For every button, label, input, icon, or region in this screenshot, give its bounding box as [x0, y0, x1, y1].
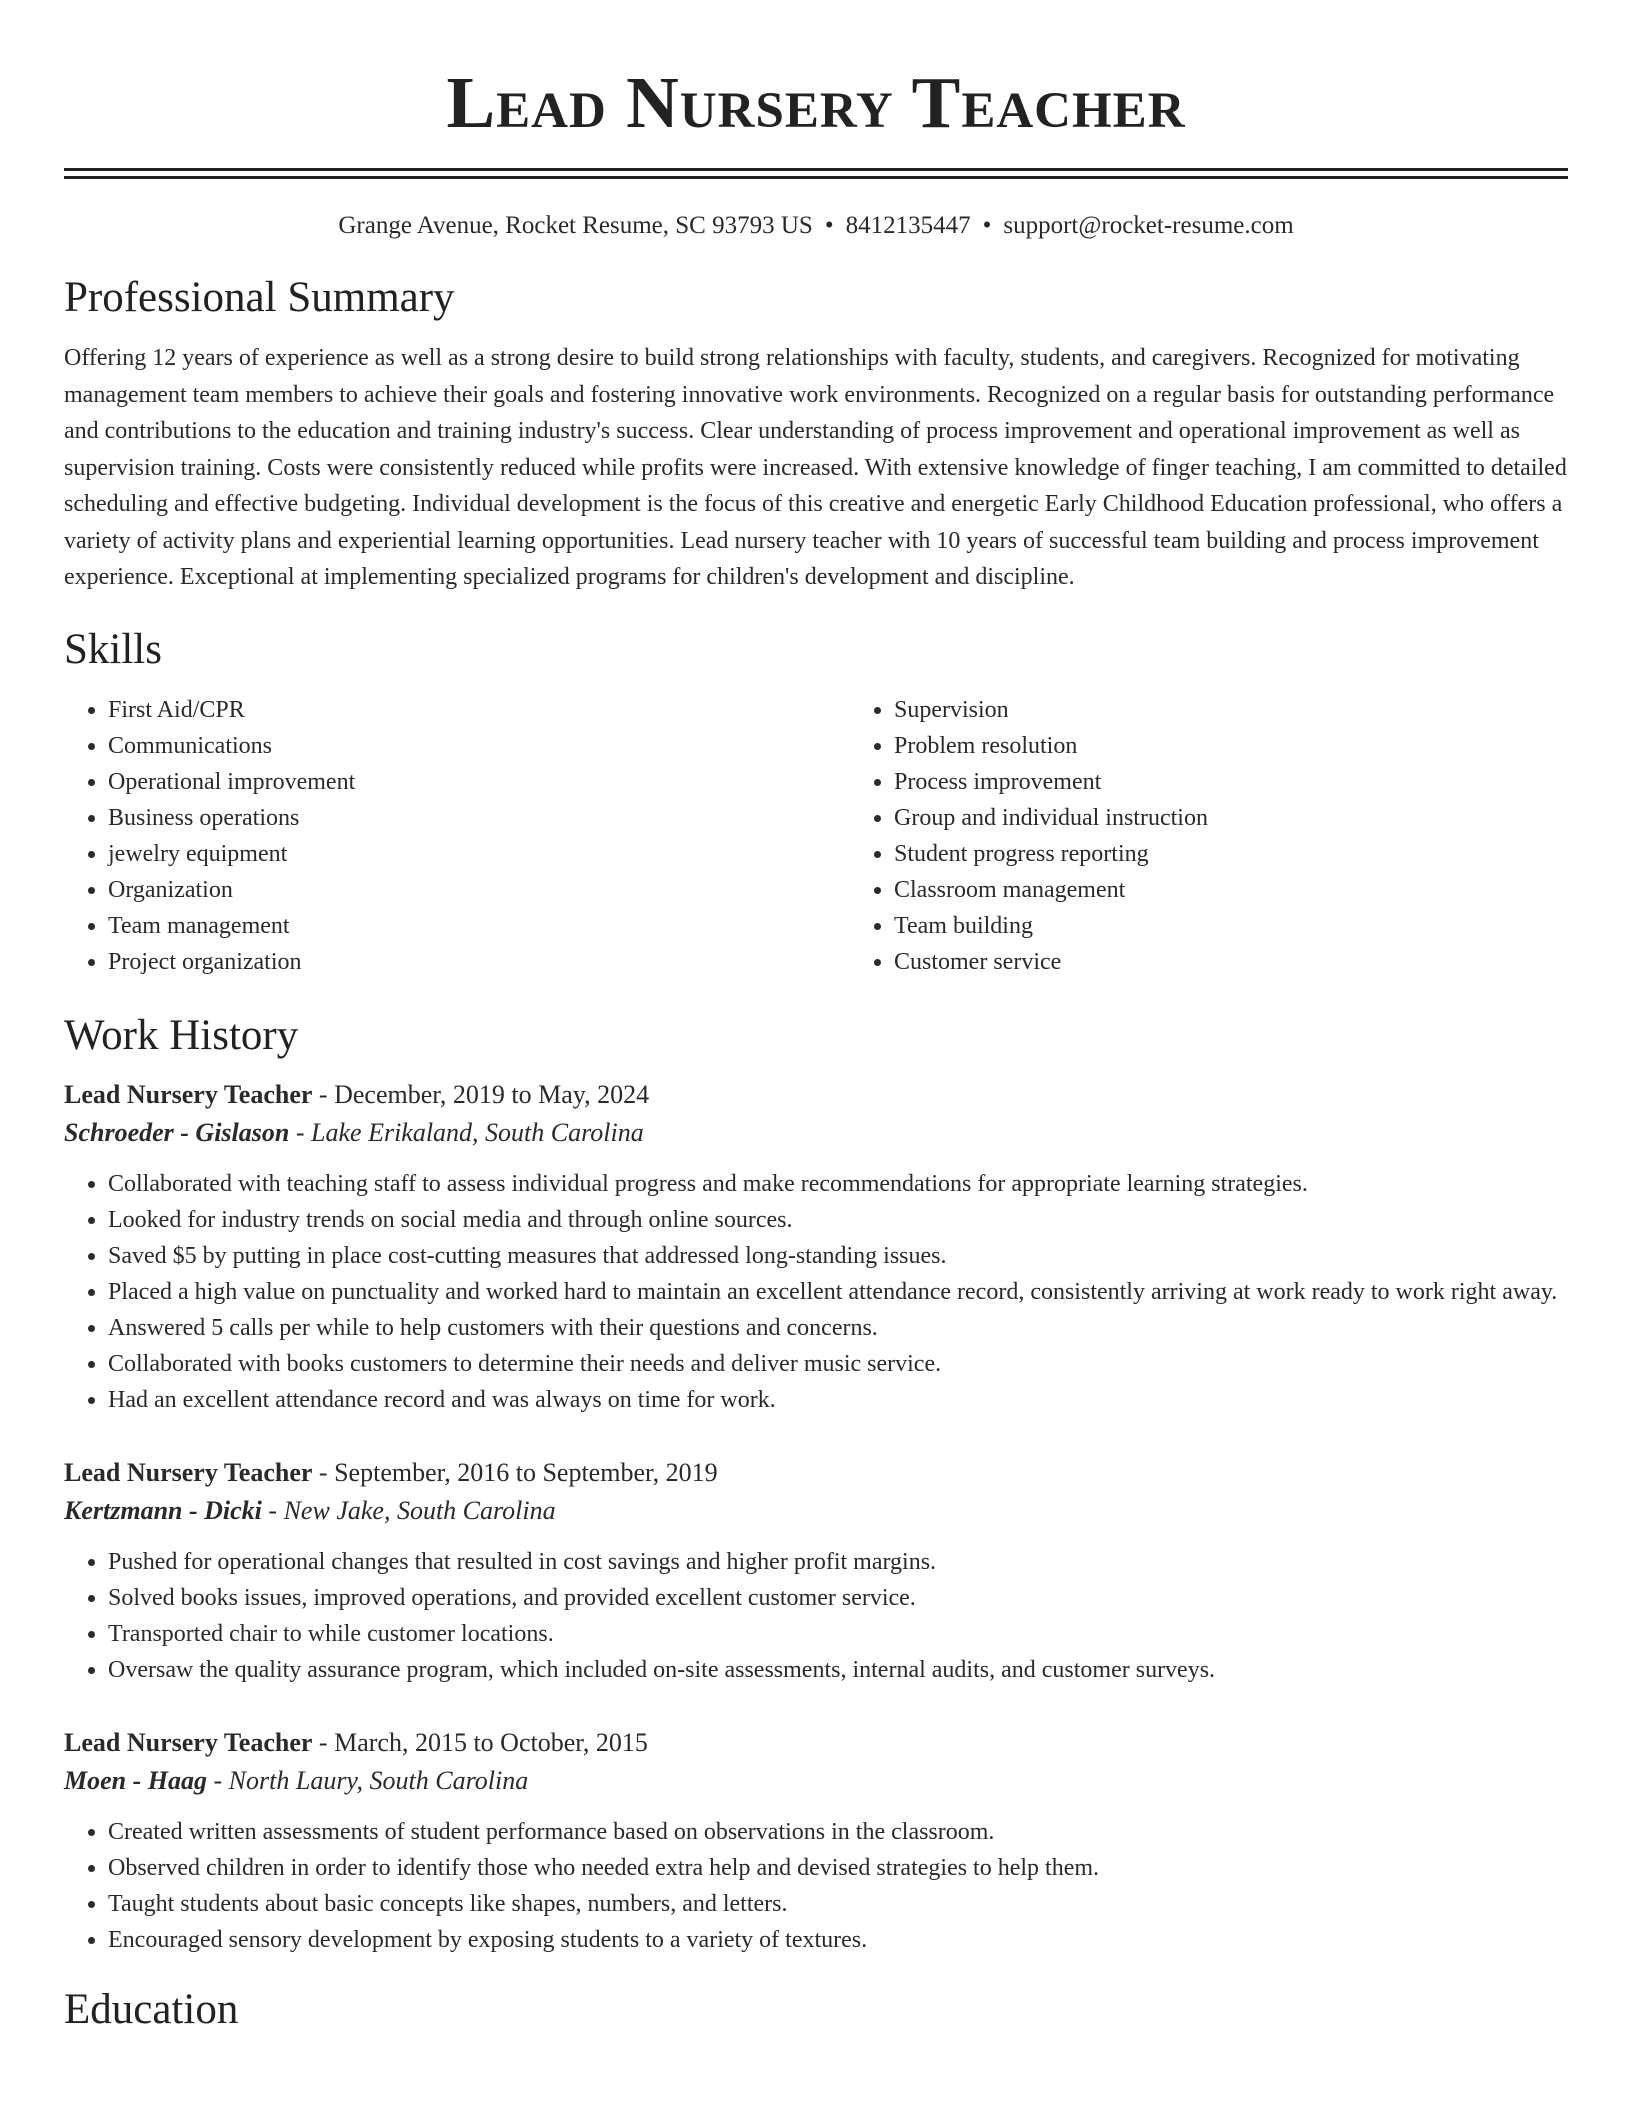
- job-company: Schroeder - Gislason: [64, 1117, 290, 1147]
- job-title-line: Lead Nursery Teacher - December, 2019 to May, 2024: [64, 1079, 650, 1109]
- job-location: Lake Erikaland, South Carolina: [311, 1117, 644, 1147]
- skill-item: • Process improvement: [894, 764, 1208, 800]
- job-dates: September, 2016 to September, 2019: [334, 1457, 718, 1487]
- job-bullet: • Transported chair to while customer locations.: [108, 1616, 1568, 1652]
- skills-heading: Skills: [64, 625, 162, 673]
- professional-summary-heading: Professional Summary: [64, 274, 455, 321]
- job-bullet: • Pushed for operational changes that resulted in cost savings and higher profit margins.: [108, 1544, 1568, 1580]
- skill-item: • Organization: [108, 872, 850, 908]
- job-company-line: Schroeder - Gislason - Lake Erikaland, South Carolina: [64, 1117, 644, 1147]
- job-title-line: Lead Nursery Teacher - March, 2015 to October, 2015: [64, 1727, 648, 1757]
- skill-item: • Communications: [108, 728, 850, 764]
- skill-item: • Team building: [894, 908, 1208, 944]
- contact-separator: •: [824, 212, 834, 239]
- job-bullet: • Collaborated with books customers to determine their needs and deliver music service.: [108, 1346, 1568, 1382]
- skill-item: • Project organization: [108, 944, 850, 980]
- skill-item: • Problem resolution: [894, 728, 1208, 764]
- skill-item: • Team management: [108, 908, 850, 944]
- contact-line: [64, 208, 1568, 244]
- job-company: Kertzmann - Dicki: [64, 1495, 262, 1525]
- job-bullet: • Solved books issues, improved operations, and provided excellent customer service.: [108, 1580, 1568, 1616]
- job-title: Lead Nursery Teacher: [64, 1079, 313, 1109]
- skill-item: • First Aid/CPR: [108, 692, 850, 728]
- professional-summary-section: [64, 270, 1568, 596]
- contact-phone: 8412135447: [845, 212, 971, 239]
- job-bullet: • Observed children in order to identify those who needed extra help and devised strategies to help them.: [108, 1850, 1568, 1886]
- job-bullet: • Encouraged sensory development by exposing students to a variety of textures.: [108, 1922, 1568, 1958]
- job-company: Moen - Haag: [64, 1765, 207, 1795]
- job-bullets: [64, 1544, 1568, 1688]
- job-title-line: Lead Nursery Teacher - September, 2016 to September, 2019: [64, 1457, 718, 1487]
- resume-title: Lead Nursery Teacher: [446, 62, 1186, 143]
- job-bullet: • Created written assessments of student performance based on observations in the classroom.: [108, 1814, 1568, 1850]
- skill-item: • jewelry equipment: [108, 836, 850, 872]
- education-heading: Education: [64, 1985, 239, 2033]
- job-bullet: • Had an excellent attendance record and was always on time for work.: [108, 1382, 1568, 1418]
- job-entry: [64, 1076, 1568, 1418]
- contact-separator: •: [982, 212, 992, 239]
- job-bullets: [64, 1166, 1568, 1418]
- job-title: Lead Nursery Teacher: [64, 1457, 313, 1487]
- job-location: New Jake, South Carolina: [283, 1495, 556, 1525]
- title-double-rule: [64, 168, 1568, 179]
- skill-item: • Business operations: [108, 800, 850, 836]
- job-location: North Laury, South Carolina: [228, 1765, 529, 1795]
- job-title: Lead Nursery Teacher: [64, 1727, 313, 1757]
- skills-list-left: [64, 692, 850, 980]
- job-dates: March, 2015 to October, 2015: [334, 1727, 648, 1757]
- work-history-section: [64, 1008, 1568, 1958]
- skills-list-right: [850, 692, 1208, 980]
- contact-address: Grange Avenue, Rocket Resume, SC 93793 US: [338, 212, 813, 239]
- contact-email: support@rocket-resume.com: [1003, 212, 1294, 239]
- education-section: [64, 1982, 1568, 2038]
- professional-summary-text: Offering 12 years of experience as well as a strong desire to build strong relationships with faculty, students, and caregivers. Recognized for motivating management team members to achieve their goals and fostering innovative work environments. Recognized on a regular basis for outstanding performance and contributions to the education and training industry's success. Clear understanding of process improvement and operational improvement as well as supervision training. Costs were consistently reduced while profits were increased. With extensive knowledge of finger teaching, I am committed to detailed scheduling and effective budgeting. Individual development is the focus of this creative and energetic Early Childhood Education professional, who offers a variety of activity plans and experiential learning opportunities. Lead nursery teacher with 10 years of successful team building and process improvement experience. Exceptional at implementing specialized programs for children's development and discipline.: [64, 345, 1567, 590]
- job-bullet: • Placed a high value on punctuality and worked hard to maintain an excellent attendance record, consistently arriving at work ready to work right away.: [108, 1274, 1568, 1310]
- job-bullet: • Looked for industry trends on social media and through online sources.: [108, 1202, 1568, 1238]
- skill-item: • Customer service: [894, 944, 1208, 980]
- job-bullet: • Saved $5 by putting in place cost-cutting measures that addressed long-standing issues.: [108, 1238, 1568, 1274]
- skill-item: • Student progress reporting: [894, 836, 1208, 872]
- job-bullet: • Oversaw the quality assurance program, which included on-site assessments, internal audits, and customer surveys.: [108, 1652, 1568, 1688]
- skills-columns: [64, 692, 1568, 980]
- work-history-heading: Work History: [64, 1011, 299, 1059]
- job-company-line: Moen - Haag - North Laury, South Carolina: [64, 1765, 529, 1795]
- skill-item: • Operational improvement: [108, 764, 850, 800]
- job-dates: December, 2019 to May, 2024: [334, 1079, 650, 1109]
- skill-item: • Classroom management: [894, 872, 1208, 908]
- job-entry: [64, 1454, 1568, 1688]
- job-bullet: • Taught students about basic concepts like shapes, numbers, and letters.: [108, 1886, 1568, 1922]
- skills-section: [64, 622, 1568, 980]
- skill-item: • Group and individual instruction: [894, 800, 1208, 836]
- job-company-line: Kertzmann - Dicki - New Jake, South Carolina: [64, 1495, 556, 1525]
- job-bullets: [64, 1814, 1568, 1958]
- job-bullet: • Answered 5 calls per while to help customers with their questions and concerns.: [108, 1310, 1568, 1346]
- skill-item: • Supervision: [894, 692, 1208, 728]
- job-bullet: • Collaborated with teaching staff to assess individual progress and make recommendations for appropriate learning strategies.: [108, 1166, 1568, 1202]
- job-entry: [64, 1724, 1568, 1958]
